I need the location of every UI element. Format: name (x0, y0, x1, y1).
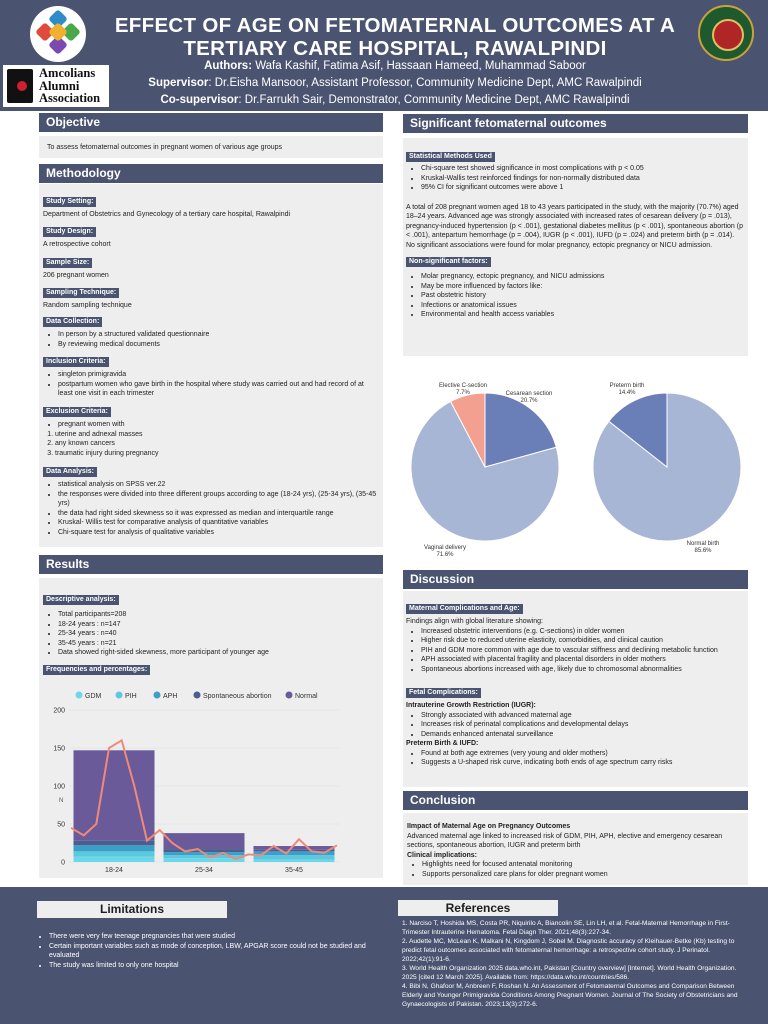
frequencies-label: Frequencies and percentages: (43, 665, 150, 675)
list-item: 3. traumatic injury during pregnancy (55, 449, 378, 459)
methods-label: Statistical Methods Used (406, 152, 495, 162)
references-list (402, 919, 746, 1009)
maternal-intro: Findings align with global literature showing: (406, 618, 543, 625)
y-tick-label: 0 (61, 859, 65, 867)
limitations-panel (37, 901, 382, 1020)
descriptive-analysis-label: Descriptive analysis: (43, 595, 119, 605)
y-axis-label: N (59, 798, 64, 804)
delivery-mode-pie-chart (403, 375, 568, 565)
pie-slice-percent: 71.6% (436, 552, 454, 558)
conclusion-panel (403, 813, 748, 885)
study-setting-label: Study Setting: (43, 197, 96, 207)
pie-slice-percent: 7.7% (456, 390, 470, 396)
logo-text-3: Association (39, 91, 101, 105)
iugr-label: Intrauterine Growth Restriction (IUGR): (406, 702, 536, 709)
impact-text: Advanced maternal age linked to increased risk of GDM, PIH, APH, elective and emergency cesarean sections, spontaneous abortion, IUGR and preterm birth (407, 832, 723, 849)
list-item: • 18-24 years : n=147 (58, 620, 378, 630)
college-crest-icon (30, 6, 86, 62)
study-design-label: Study Design: (43, 227, 96, 237)
x-tick-label: 18-24 (105, 867, 123, 874)
cosupervisor-line (110, 94, 680, 107)
bar-segment (254, 855, 335, 860)
title-line-2: TERTIARY CARE HOSPITAL, RAWALPINDI (183, 37, 607, 60)
reference-item: 4. Bibi N, Ghafoor M, Anbreen F, Roshan N. An Assessment of Fetomaternal Outcomes and Comparison Between Elderly and Younger Primigravida Conditions Among Pregnant Women. Journal of The Society of Obstetricians and Gynaecologists of Pakistan. 2023;13(3):272-6. (402, 983, 738, 1008)
reference-item: 1. Narciso T, Hoshida MS, Costa PR, Niquirilo A, Biancolin SE, Lin LH, et al. Fetal-Maternal Hemorrhage in First-Trimester Intrauterine Hematoma. Fetal Diagn Ther. 2021;48(3):227-34. (402, 920, 730, 936)
list-item: • pregnant women with (58, 420, 378, 430)
list-item: • 25-34 years : n=40 (58, 629, 378, 639)
list-item: • statistical analysis on SPSS ver.22 (58, 480, 378, 490)
list-item: • 95% CI for significant outcomes were above 1 (421, 183, 744, 193)
title-line-1: EFFECT OF AGE ON FETOMATERNAL OUTCOMES AT A (114, 14, 676, 37)
legend-marker (76, 692, 83, 699)
exclusion-numbered-list (43, 430, 378, 459)
significant-heading: Significant fetomaternal outcomes (403, 114, 748, 133)
legend-label: GDM (85, 693, 102, 700)
list-item: • Total participants=208 (58, 610, 378, 620)
list-item: • May be more influenced by factors like: (421, 282, 744, 292)
descriptive-list (43, 610, 378, 658)
references-panel (398, 900, 748, 1024)
list-item: • Spontaneous abortions increased with age, likely due to chromosomal abnormalities (421, 665, 744, 675)
list-item: • Increases risk of perinatal complications and developmental delays (421, 720, 744, 730)
logo-text-1: Amcolians (39, 66, 96, 80)
methods-list (406, 164, 744, 193)
pie-slice-percent: 20.7% (520, 398, 538, 404)
pie-slice-label: Vaginal delivery (424, 545, 466, 551)
pie-slice-percent: 85.6% (694, 548, 712, 554)
list-item: • the responses were divided into three different groups according to age (18-24 yrs), (25-34 yrs), (35-45 yrs) (58, 490, 378, 509)
authors-line (110, 60, 680, 73)
reference-item: 3. World Health Organization 2025 data.who.int, Pakistan [Country overview] [Internet]. World Health Organization. 2025 [cited 12 March 2025]. Available from: https://data.who.int/countries/586. (402, 965, 737, 981)
birth-outcome-pie-chart (585, 375, 750, 565)
y-tick-label: 50 (57, 821, 65, 829)
y-tick-label: 200 (53, 707, 65, 715)
legend-marker (286, 692, 293, 699)
poster-header (0, 0, 768, 111)
sampling-technique: Random sampling technique (43, 302, 132, 309)
legend-label: Normal (295, 693, 318, 700)
bar-segment (74, 841, 155, 846)
bar-segment (74, 851, 155, 856)
bar-segment (74, 857, 155, 862)
list-item: • APH associated with placental fragility and placental disorders in older mothers (421, 655, 744, 665)
objective-heading: Objective (39, 113, 383, 132)
alumni-association-logo (3, 65, 109, 107)
clinical-label: Clinical implications: (407, 851, 478, 859)
legend-marker (194, 692, 201, 699)
maternal-complications-label: Maternal Complications and Age: (406, 604, 523, 614)
list-item: • Molar pregnancy, ectopic pregnancy, and NICU admissions (421, 272, 744, 282)
objective-text: To assess fetomaternal outcomes in pregnant women of various age groups (47, 144, 283, 151)
bar-segment (254, 846, 335, 850)
preterm-list (406, 749, 744, 768)
frequency-bar-chart (39, 686, 383, 876)
methodology-panel (39, 184, 383, 547)
pie-slice-label: Cesarean section (505, 391, 553, 397)
discussion-panel (403, 591, 748, 787)
list-item: • Increased obstetric interventions (e.g. C-sections) in older women (421, 627, 744, 637)
cosupervisor: : Dr.Farrukh Sair, Demonstrator, Community Medicine Dept, AMC Rawalpindi (238, 94, 630, 106)
study-design: A retrospective cohort (43, 241, 111, 248)
army-crest-icon (698, 5, 754, 61)
discussion-heading: Discussion (403, 570, 748, 589)
list-item: • In person by a structured validated questionnaire (58, 330, 378, 340)
list-item: • postpartum women who gave birth in the hospital where study was carried out and had record of at least one visit in each trimester (58, 380, 378, 399)
bar-segment (74, 845, 155, 851)
list-item: • Environmental and health access variables (421, 310, 744, 320)
pie-slice-label: Preterm birth (609, 383, 645, 389)
list-item: 1. uterine and adnexal masses (55, 430, 378, 440)
data-analysis-list (43, 480, 378, 537)
list-item: • Demands enhanced antenatal surveillance (421, 730, 744, 740)
list-item: 2. any known cancers (55, 439, 378, 449)
limitations-heading: Limitations (37, 901, 227, 918)
bar-segment (254, 860, 335, 862)
list-item: • PIH and GDM more common with age due to vascular stiffness and declining metabolic function (421, 646, 744, 656)
iugr-list (406, 711, 744, 740)
chart-legend (76, 692, 319, 701)
list-item: • Supports personalized care plans for older pregnant women (422, 870, 743, 880)
data-collection-label: Data Collection: (43, 317, 102, 327)
bar-segment (74, 750, 155, 840)
legend-label: APH (163, 693, 178, 700)
list-item: • Chi-square test for analysis of qualitative variables (58, 528, 378, 538)
cosupervisor-label: Co-supervisor (160, 94, 239, 106)
results-heading: Results (39, 555, 383, 574)
list-item: • Found at both age extremes (very young and older mothers) (421, 749, 744, 759)
limitations-list (37, 932, 389, 970)
list-item: • Chi-square test showed significance in most complications with p < 0.05 (421, 164, 744, 174)
poster-title (110, 14, 680, 60)
authors: Wafa Kashif, Fatima Asif, Hassaan Hameed, Muhammad Saboor (252, 60, 586, 72)
alumni-logo-icon (7, 69, 33, 103)
list-item: • Infections or anatomical issues (421, 301, 744, 311)
authors-label: Authors: (204, 60, 253, 72)
reference-item: 2. Audette MC, McLean K, Malkani N, Kingdom J, Sobel M. Diagnostic accuracy of Kleihauer-Betke (Kb) testing to predict fetal outcomes associated with fetomaternal hemorrhage: a retrospective cohort study. J Perinatol. 2022;42(1):91-6. (402, 938, 735, 963)
results-panel (39, 578, 383, 878)
list-item: • Past obstetric history (421, 291, 744, 301)
y-tick-label: 100 (53, 783, 65, 791)
x-tick-label: 35-45 (285, 867, 303, 874)
inclusion-criteria-label: Inclusion Criteria: (43, 357, 109, 367)
data-analysis-label: Data Analysis: (43, 467, 97, 477)
maternal-list (406, 627, 744, 675)
nonsignificant-label: Non-significant factors: (406, 257, 491, 267)
list-item: • Kruskal-Wallis test reinforced findings for non-normally distributed data (421, 174, 744, 184)
bar-segment (164, 833, 245, 849)
logo-text-2: Alumni (39, 78, 80, 93)
pie-slice-label: Elective C-section (438, 383, 488, 389)
fetal-complications-label: Fetal Complications: (406, 688, 481, 698)
list-item: • 35-45 years : n=21 (58, 639, 378, 649)
exclusion-list (43, 420, 378, 430)
pie-slice-label: Normal birth (686, 541, 720, 547)
sampling-technique-label: Sampling Technique: (43, 288, 119, 298)
x-tick-label: 25-34 (195, 867, 213, 874)
pie-slice-percent: 14.4% (618, 390, 636, 396)
list-item: • singleton primigravida (58, 370, 378, 380)
data-collection-list (43, 330, 378, 349)
supervisor-line (110, 77, 680, 90)
legend-marker (154, 692, 161, 699)
list-item: • Strongly associated with advanced maternal age (421, 711, 744, 721)
list-item: • Certain important variables such as mode of conception, LBW, APGAR score could not be studied and evaluated (49, 942, 389, 961)
nonsignificant-list (406, 272, 744, 320)
legend-label: Spontaneous abortion (203, 693, 272, 700)
y-tick-label: 150 (53, 745, 65, 753)
methodology-heading: Methodology (39, 164, 383, 183)
supervisor-label: Supervisor (148, 77, 209, 89)
preterm-label: Preterm Birth & IUFD: (406, 740, 479, 747)
significant-panel (403, 138, 748, 356)
conclusion-heading: Conclusion (403, 791, 748, 810)
results-paragraph: A total of 208 pregnant women aged 18 to 43 years participated in the study, with the majority (70.7%) aged 18–24 years. Advanced age was strongly associated with increased rates of cesarean delivery (p = .013), pregnancy-induced hypertension (p < .001), gestational diabetes mellitus (p < .001), spontaneous abortion (p < .001), antepartum hemorrhage (p = .004), IUGR (p < .001), IUFD (p = .024) and preterm birth (p = .014). No significant associations were found for molar pregnancy, ectopic pregnancy or NICU admission. (406, 203, 743, 249)
inclusion-list (43, 370, 378, 399)
legend-label: PIH (125, 693, 137, 700)
list-item: • Suggests a U-shaped risk curve, indicating both ends of age spectrum carry risks (421, 758, 744, 768)
bar-segment (164, 849, 245, 852)
bar-segment (164, 858, 245, 862)
supervisor: : Dr.Eisha Mansoor, Assistant Professor, Community Medicine Dept, AMC Rawalpindi (208, 77, 642, 89)
clinical-list (407, 860, 743, 879)
list-item: • Data showed right-sided skewness, more participant of younger age (58, 648, 378, 658)
references-heading: References (398, 900, 558, 916)
list-item: • The study was limited to only one hospital (49, 961, 389, 971)
legend-marker (116, 692, 123, 699)
list-item: • By reviewing medical documents (58, 340, 378, 350)
sample-size: 206 pregnant women (43, 272, 109, 279)
objective-panel (39, 136, 383, 158)
list-item: • There were very few teenage pregnancies that were studied (49, 932, 389, 942)
list-item: • the data had right sided skewness so it was expressed as median and interquartile range (58, 509, 378, 519)
list-item: • Highlights need for focused antenatal monitoring (422, 860, 743, 870)
sample-size-label: Sample Size: (43, 258, 92, 268)
study-setting: Department of Obstetrics and Gynecology of a tertiary care hospital, Rawalpindi (43, 211, 291, 218)
impact-label: IImpact of Maternal Age on Pregnancy Outcomes (407, 823, 571, 830)
list-item: • Kruskal- Willis test for comparative analysis of quantitative variables (58, 518, 378, 528)
exclusion-criteria-label: Exclusion Criteria: (43, 407, 111, 417)
list-item: • Higher risk due to reduced uterine elasticity, comorbidities, and clinical caution (421, 636, 744, 646)
